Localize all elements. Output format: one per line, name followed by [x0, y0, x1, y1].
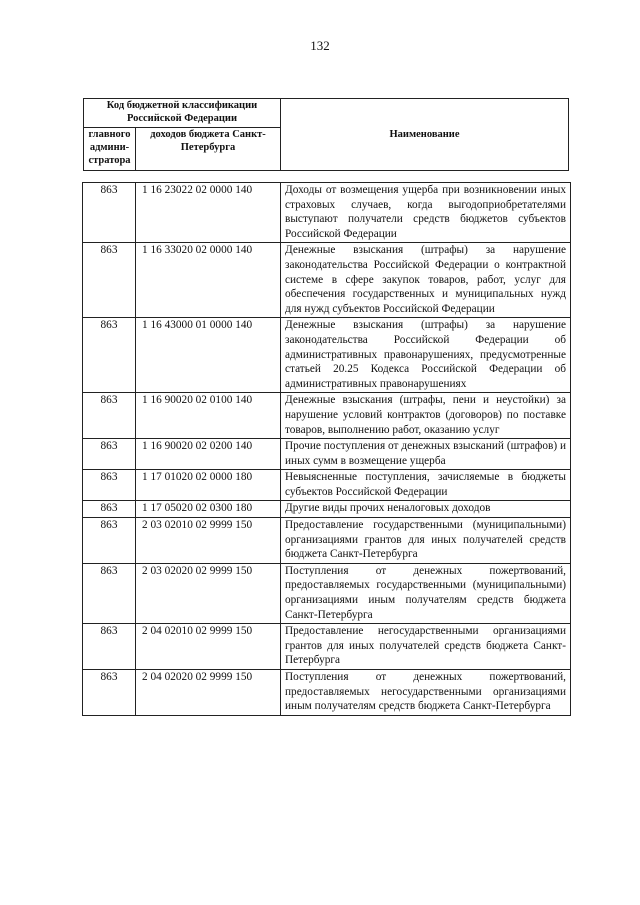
name-cell: Невыясненные поступления, зачисляемые в бюджеты субъектов Российской Федерации: [281, 470, 571, 501]
income-code-cell: 1 16 90020 02 0200 140: [136, 439, 281, 470]
admin-code-cell: 863: [83, 563, 136, 623]
name-cell: Денежные взыскания (штрафы, пени и неустойки) за нарушение условий контрактов (договоров) по поставке товаров, выполнению работ, оказанию услуг: [281, 393, 571, 439]
header-income-column: доходов бюджета Санкт-Петербурга: [136, 128, 281, 171]
table-row: [83, 318, 571, 393]
income-code-cell: 2 04 02010 02 9999 150: [136, 624, 281, 670]
table-row: [83, 439, 571, 470]
table-row: [83, 624, 571, 670]
admin-code-cell: 863: [83, 624, 136, 670]
name-cell: Предоставление государственными (муниципальными) организациями грантов для иных получателей средств бюджета Санкт-Петербурга: [281, 518, 571, 564]
admin-code-cell: 863: [83, 470, 136, 501]
income-code-cell: 1 16 43000 01 0000 140: [136, 318, 281, 393]
table-row: [83, 563, 571, 623]
table-row: [83, 518, 571, 564]
admin-code-cell: 863: [83, 393, 136, 439]
admin-code-cell: 863: [83, 670, 136, 716]
name-cell: Другие виды прочих неналоговых доходов: [281, 501, 571, 518]
header-code-group: Код бюджетной классификации Российской Федерации: [84, 99, 281, 128]
name-cell: Прочие поступления от денежных взысканий (штрафов) и иных сумм в возмещение ущерба: [281, 439, 571, 470]
table-header: [83, 98, 569, 171]
admin-code-cell: 863: [83, 518, 136, 564]
income-code-cell: 1 16 23022 02 0000 140: [136, 183, 281, 243]
income-code-cell: 2 04 02020 02 9999 150: [136, 670, 281, 716]
name-cell: Денежные взыскания (штрафы) за нарушение законодательства Российской Федерации о контрактной системе в сфере закупок товаров, работ, услуг для обеспечения государственных и муниципальных нужд для нужд субъектов Российской Федерации: [281, 243, 571, 318]
admin-code-cell: 863: [83, 439, 136, 470]
name-cell: Доходы от возмещения ущерба при возникновении иных страховых случаев, когда выгодоприобретателями выступают получатели средств бюджетов субъектов Российской Федерации: [281, 183, 571, 243]
table-row: [83, 670, 571, 716]
admin-code-cell: 863: [83, 243, 136, 318]
income-code-cell: 2 03 02010 02 9999 150: [136, 518, 281, 564]
income-code-cell: 1 16 90020 02 0100 140: [136, 393, 281, 439]
page-number: 132: [310, 38, 330, 53]
name-cell: Поступления от денежных пожертвований, предоставляемых негосударственными организациями иным получателям средств бюджета Санкт-Петербурга: [281, 670, 571, 716]
admin-code-cell: 863: [83, 318, 136, 393]
table-row: [83, 243, 571, 318]
admin-code-cell: 863: [83, 501, 136, 518]
table-row: [83, 393, 571, 439]
header-name-column: Наименование: [281, 99, 569, 171]
table-row: [83, 501, 571, 518]
income-code-cell: 1 17 05020 02 0300 180: [136, 501, 281, 518]
admin-code-cell: 863: [83, 183, 136, 243]
income-code-cell: 1 16 33020 02 0000 140: [136, 243, 281, 318]
name-cell: Предоставление негосударственными организациями грантов для иных получателей средств бюджета Санкт-Петербурга: [281, 624, 571, 670]
name-cell: Денежные взыскания (штрафы) за нарушение законодательства Российской Федерации об административных правонарушениях, предусмотренные статьей 20.25 Кодекса Российской Федерации об административных правонарушениях: [281, 318, 571, 393]
name-cell: Поступления от денежных пожертвований, предоставляемых государственными (муниципальными) организациями иным получателям средств бюджета Санкт-Петербурга: [281, 563, 571, 623]
header-admin-column: главного админи-стратора: [84, 128, 136, 171]
income-code-cell: 1 17 01020 02 0000 180: [136, 470, 281, 501]
table-row: [83, 470, 571, 501]
table-row: [83, 183, 571, 243]
classification-table: [82, 182, 571, 716]
income-code-cell: 2 03 02020 02 9999 150: [136, 563, 281, 623]
